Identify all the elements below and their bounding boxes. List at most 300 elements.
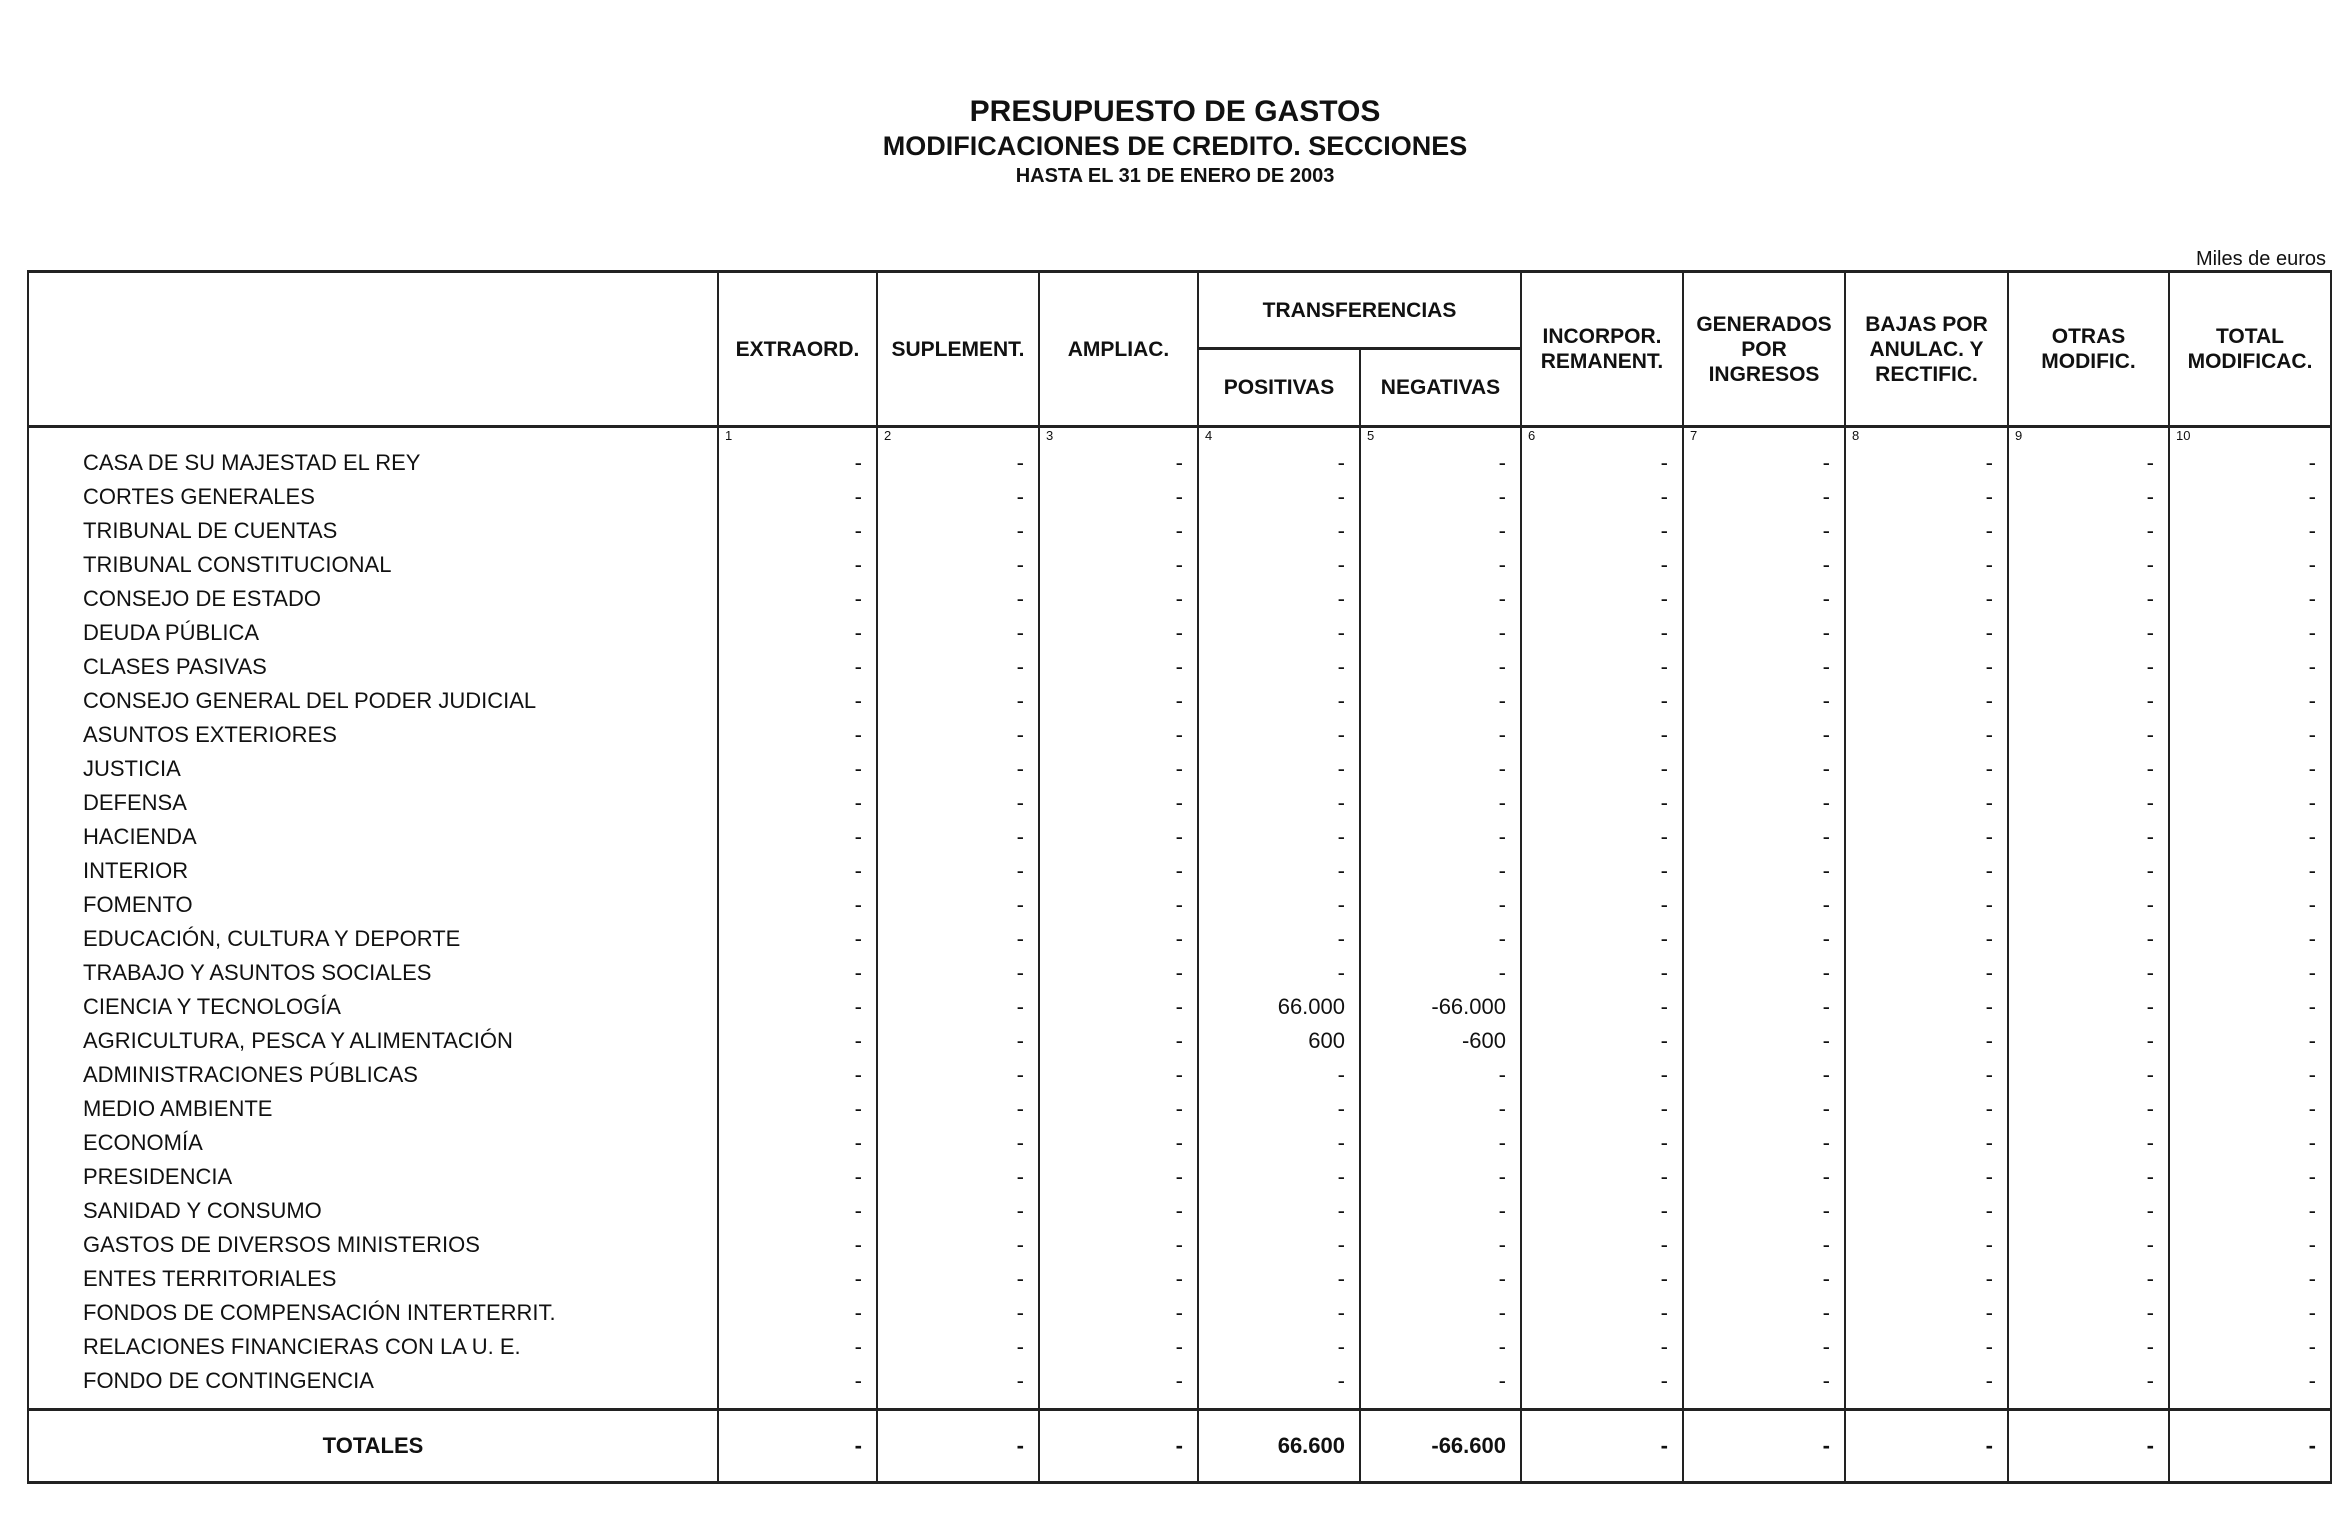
row-value: - (1198, 1194, 1360, 1228)
totals-label: TOTALES (28, 1410, 718, 1483)
row-value: - (1198, 1262, 1360, 1296)
row-value: - (877, 1092, 1039, 1126)
row-value: - (1845, 1160, 2008, 1194)
row-label: FOMENTO (28, 888, 718, 922)
row-value: - (1039, 718, 1198, 752)
row-value: - (2169, 1160, 2331, 1194)
row-value: - (1360, 1262, 1521, 1296)
row-value: - (1683, 1296, 1845, 1330)
totals-value: - (1845, 1410, 2008, 1483)
row-value: - (1360, 956, 1521, 990)
row-value: - (877, 1024, 1039, 1058)
row-value: - (1845, 1262, 2008, 1296)
row-value: - (1683, 1024, 1845, 1058)
row-value: - (2169, 1228, 2331, 1262)
row-value: - (1845, 1330, 2008, 1364)
row-value: - (1521, 1262, 1683, 1296)
header-blank (28, 272, 718, 427)
row-value: - (718, 1228, 877, 1262)
row-value: - (2008, 1058, 2169, 1092)
column-number: 2 (877, 427, 1039, 447)
row-value: - (1521, 582, 1683, 616)
row-label: ECONOMÍA (28, 1126, 718, 1160)
row-value: - (2169, 480, 2331, 514)
row-value: - (1845, 1228, 2008, 1262)
table-row (28, 446, 2331, 480)
col-header-positivas: POSITIVAS (1198, 349, 1360, 427)
totals-value: - (877, 1410, 1039, 1483)
row-value: - (2008, 514, 2169, 548)
column-number: 3 (1039, 427, 1198, 447)
row-label: TRABAJO Y ASUNTOS SOCIALES (28, 956, 718, 990)
row-value: - (1039, 480, 1198, 514)
row-value: - (1521, 1330, 1683, 1364)
row-value: - (2169, 514, 2331, 548)
row-value: - (1683, 820, 1845, 854)
table-row (28, 582, 2331, 616)
row-value: - (1683, 514, 1845, 548)
col-header-ampliac: AMPLIAC. (1039, 272, 1198, 427)
row-value: - (1360, 888, 1521, 922)
row-value: - (2169, 1194, 2331, 1228)
row-value: - (1683, 1228, 1845, 1262)
row-value: - (877, 854, 1039, 888)
row-value: - (1039, 752, 1198, 786)
table-row (28, 922, 2331, 956)
row-value: - (1039, 1262, 1198, 1296)
row-value: - (1039, 582, 1198, 616)
row-value: - (718, 548, 877, 582)
row-label: FONDO DE CONTINGENCIA (28, 1364, 718, 1410)
totals-value: -66.600 (1360, 1410, 1521, 1483)
row-value: -600 (1360, 1024, 1521, 1058)
row-value: - (1039, 1126, 1198, 1160)
row-value: - (1845, 1058, 2008, 1092)
row-label: GASTOS DE DIVERSOS MINISTERIOS (28, 1228, 718, 1262)
row-value: - (718, 922, 877, 956)
row-value: - (718, 1330, 877, 1364)
row-label: TRIBUNAL CONSTITUCIONAL (28, 548, 718, 582)
row-value: - (1683, 446, 1845, 480)
row-value: - (1845, 990, 2008, 1024)
table-row (28, 1126, 2331, 1160)
row-value: - (2008, 956, 2169, 990)
row-value: - (1039, 888, 1198, 922)
row-value: - (1845, 684, 2008, 718)
row-value: - (877, 1262, 1039, 1296)
table-row (28, 1330, 2331, 1364)
row-value: - (1521, 1160, 1683, 1194)
units-label: Miles de euros (2195, 248, 2326, 270)
row-value: - (1198, 854, 1360, 888)
row-value: - (2008, 480, 2169, 514)
row-value: - (1198, 820, 1360, 854)
col-header-suplement: SUPLEMENT. (877, 272, 1039, 427)
row-value: - (2169, 786, 2331, 820)
row-label: DEFENSA (28, 786, 718, 820)
row-value: - (1198, 752, 1360, 786)
row-value: - (718, 1364, 877, 1410)
row-value: - (718, 1194, 877, 1228)
row-label: MEDIO AMBIENTE (28, 1092, 718, 1126)
row-value: - (1845, 1194, 2008, 1228)
row-label: AGRICULTURA, PESCA Y ALIMENTACIÓN (28, 1024, 718, 1058)
row-value: - (877, 1160, 1039, 1194)
row-value: - (2169, 1024, 2331, 1058)
row-value: - (718, 718, 877, 752)
row-value: - (1845, 922, 2008, 956)
table-row (28, 820, 2331, 854)
column-number: 5 (1360, 427, 1521, 447)
row-value: - (718, 514, 877, 548)
row-value: -66.000 (1360, 990, 1521, 1024)
row-value: - (1521, 820, 1683, 854)
row-value: - (1039, 990, 1198, 1024)
col-header-otras: OTRAS MODIFIC. (2008, 272, 2169, 427)
row-value: - (2169, 1092, 2331, 1126)
row-value: - (2169, 1296, 2331, 1330)
row-value: - (1683, 752, 1845, 786)
row-value: - (877, 752, 1039, 786)
row-value: - (1360, 1364, 1521, 1410)
col-header-transferencias: TRANSFERENCIAS (1198, 272, 1521, 349)
row-value: - (1683, 718, 1845, 752)
row-value: - (1198, 1160, 1360, 1194)
table-row (28, 990, 2331, 1024)
row-value: - (1039, 1058, 1198, 1092)
row-value: - (1683, 786, 1845, 820)
row-value: - (1360, 548, 1521, 582)
row-value: - (1683, 650, 1845, 684)
row-value: - (1360, 718, 1521, 752)
row-value: - (877, 1296, 1039, 1330)
row-value: - (718, 480, 877, 514)
row-value: - (1039, 820, 1198, 854)
row-label: CLASES PASIVAS (28, 650, 718, 684)
row-value: - (1521, 1024, 1683, 1058)
row-value: - (1360, 514, 1521, 548)
row-value: - (2008, 1262, 2169, 1296)
row-label: ADMINISTRACIONES PÚBLICAS (28, 1058, 718, 1092)
row-value: - (2008, 820, 2169, 854)
row-value: - (1521, 684, 1683, 718)
row-value: - (2008, 922, 2169, 956)
row-value: - (1521, 752, 1683, 786)
row-value: - (877, 480, 1039, 514)
row-value: - (2008, 854, 2169, 888)
col-header-total: TOTAL MODIFICAC. (2169, 272, 2331, 427)
row-label: PRESIDENCIA (28, 1160, 718, 1194)
table-row (28, 1160, 2331, 1194)
row-value: - (718, 446, 877, 480)
row-value: - (718, 888, 877, 922)
table-row (28, 684, 2331, 718)
row-value: - (1039, 922, 1198, 956)
col-header-negativas: NEGATIVAS (1360, 349, 1521, 427)
totals-value: - (718, 1410, 877, 1483)
row-value: - (877, 548, 1039, 582)
table-row (28, 1058, 2331, 1092)
row-value: - (2008, 1194, 2169, 1228)
row-value: - (1845, 616, 2008, 650)
row-value: - (2169, 752, 2331, 786)
row-value: - (1845, 514, 2008, 548)
row-value: - (1845, 1364, 2008, 1410)
totals-value: - (2008, 1410, 2169, 1483)
row-value: - (1845, 752, 2008, 786)
row-value: - (1198, 684, 1360, 718)
row-value: - (1845, 854, 2008, 888)
column-number: 1 (718, 427, 877, 447)
row-value: - (877, 1228, 1039, 1262)
row-value: - (1683, 548, 1845, 582)
col-header-bajas: BAJAS POR ANULAC. Y RECTIFIC. (1845, 272, 2008, 427)
row-value: - (1521, 956, 1683, 990)
table-row (28, 650, 2331, 684)
row-value: - (1521, 1126, 1683, 1160)
row-value: - (877, 1126, 1039, 1160)
report-date: HASTA EL 31 DE ENERO DE 2003 (1015, 165, 1335, 187)
row-value: - (718, 854, 877, 888)
row-value: - (2169, 854, 2331, 888)
row-value: - (1198, 1058, 1360, 1092)
row-label: SANIDAD Y CONSUMO (28, 1194, 718, 1228)
row-value: - (1198, 446, 1360, 480)
column-number: 9 (2008, 427, 2169, 447)
col-header-extraord: EXTRAORD. (718, 272, 877, 427)
row-value: - (1039, 616, 1198, 650)
row-value: - (1198, 514, 1360, 548)
row-value: - (2169, 922, 2331, 956)
row-value: - (877, 786, 1039, 820)
row-value: - (1039, 1092, 1198, 1126)
row-value: - (1521, 1058, 1683, 1092)
row-value: - (718, 684, 877, 718)
row-value: - (2169, 616, 2331, 650)
row-value: - (1521, 548, 1683, 582)
row-value: - (1198, 650, 1360, 684)
row-value: - (1360, 1228, 1521, 1262)
row-value: - (1360, 1296, 1521, 1330)
row-value: - (1845, 480, 2008, 514)
row-value: - (2008, 582, 2169, 616)
row-value: - (2169, 1126, 2331, 1160)
row-value: - (2008, 1330, 2169, 1364)
row-value: - (1521, 786, 1683, 820)
row-value: - (877, 956, 1039, 990)
table-row (28, 1194, 2331, 1228)
row-value: - (2008, 684, 2169, 718)
row-value: - (1198, 786, 1360, 820)
row-value: - (1360, 786, 1521, 820)
row-value: - (877, 990, 1039, 1024)
row-value: - (1198, 888, 1360, 922)
row-label: ENTES TERRITORIALES (28, 1262, 718, 1296)
row-value: 600 (1198, 1024, 1360, 1058)
row-value: - (718, 956, 877, 990)
row-value: - (1683, 1160, 1845, 1194)
row-value: - (1683, 582, 1845, 616)
table-row (28, 786, 2331, 820)
row-label: INTERIOR (28, 854, 718, 888)
row-label: CONSEJO DE ESTADO (28, 582, 718, 616)
row-value: - (2169, 1262, 2331, 1296)
row-value: - (877, 820, 1039, 854)
row-value: - (1360, 752, 1521, 786)
row-value: - (2008, 446, 2169, 480)
row-value: - (1683, 1262, 1845, 1296)
row-value: - (1683, 1364, 1845, 1410)
table-row (28, 1296, 2331, 1330)
row-value: - (1360, 1160, 1521, 1194)
row-value: - (1683, 684, 1845, 718)
row-value: - (1845, 956, 2008, 990)
totals-value: - (1521, 1410, 1683, 1483)
table-row (28, 956, 2331, 990)
column-number: 7 (1683, 427, 1845, 447)
row-value: - (1683, 854, 1845, 888)
row-value: - (2169, 684, 2331, 718)
row-value: - (877, 684, 1039, 718)
row-label: CONSEJO GENERAL DEL PODER JUDICIAL (28, 684, 718, 718)
row-value: - (1198, 1330, 1360, 1364)
row-label: ASUNTOS EXTERIORES (28, 718, 718, 752)
row-value: - (718, 1058, 877, 1092)
row-value: - (1039, 684, 1198, 718)
modifications-table (27, 270, 2332, 1484)
row-value: - (1039, 786, 1198, 820)
row-value: - (2008, 1126, 2169, 1160)
row-value: - (1845, 548, 2008, 582)
row-value: - (2008, 1296, 2169, 1330)
row-value: - (718, 650, 877, 684)
row-value: 66.000 (1198, 990, 1360, 1024)
row-value: - (877, 1058, 1039, 1092)
table-row (28, 616, 2331, 650)
row-value: - (877, 616, 1039, 650)
row-value: - (1360, 854, 1521, 888)
row-value: - (1845, 1296, 2008, 1330)
row-value: - (1521, 1092, 1683, 1126)
row-value: - (2008, 1228, 2169, 1262)
row-value: - (1845, 1024, 2008, 1058)
row-value: - (2008, 616, 2169, 650)
row-value: - (2169, 1364, 2331, 1410)
row-value: - (1360, 1058, 1521, 1092)
table-row (28, 718, 2331, 752)
row-value: - (1198, 480, 1360, 514)
row-value: - (718, 786, 877, 820)
row-value: - (2008, 990, 2169, 1024)
row-value: - (1683, 956, 1845, 990)
row-value: - (1039, 650, 1198, 684)
row-label: JUSTICIA (28, 752, 718, 786)
row-value: - (2008, 718, 2169, 752)
row-value: - (718, 1262, 877, 1296)
row-value: - (877, 922, 1039, 956)
row-value: - (1683, 616, 1845, 650)
row-value: - (718, 1092, 877, 1126)
row-value: - (1039, 1228, 1198, 1262)
row-value: - (2169, 1058, 2331, 1092)
row-value: - (1039, 1024, 1198, 1058)
row-value: - (1360, 1330, 1521, 1364)
row-value: - (2169, 990, 2331, 1024)
row-value: - (2008, 1092, 2169, 1126)
row-value: - (2008, 1024, 2169, 1058)
row-value: - (1521, 922, 1683, 956)
row-value: - (877, 582, 1039, 616)
row-value: - (718, 616, 877, 650)
totals-value: - (2169, 1410, 2331, 1483)
row-value: - (1039, 446, 1198, 480)
row-value: - (1039, 1194, 1198, 1228)
row-value: - (1198, 718, 1360, 752)
row-value: - (1521, 854, 1683, 888)
row-value: - (2169, 718, 2331, 752)
totals-value: - (1039, 1410, 1198, 1483)
row-value: - (1845, 888, 2008, 922)
row-value: - (1521, 1194, 1683, 1228)
row-value: - (1683, 1126, 1845, 1160)
row-value: - (1039, 956, 1198, 990)
row-value: - (718, 582, 877, 616)
row-value: - (1360, 922, 1521, 956)
row-value: - (1845, 582, 2008, 616)
row-value: - (2169, 548, 2331, 582)
totals-value: - (1683, 1410, 1845, 1483)
row-value: - (1360, 820, 1521, 854)
row-value: - (1683, 1194, 1845, 1228)
row-value: - (1360, 446, 1521, 480)
row-value: - (1360, 1194, 1521, 1228)
table-row (28, 548, 2331, 582)
row-value: - (1360, 480, 1521, 514)
row-value: - (1039, 1160, 1198, 1194)
row-value: - (2169, 956, 2331, 990)
row-value: - (1198, 616, 1360, 650)
row-value: - (1198, 1092, 1360, 1126)
row-value: - (1360, 582, 1521, 616)
row-value: - (1039, 1330, 1198, 1364)
row-value: - (1845, 718, 2008, 752)
row-label: CASA DE SU MAJESTAD EL REY (28, 446, 718, 480)
row-value: - (1683, 480, 1845, 514)
table-row (28, 1228, 2331, 1262)
row-value: - (877, 650, 1039, 684)
row-value: - (1198, 922, 1360, 956)
row-value: - (718, 1024, 877, 1058)
column-number: 4 (1198, 427, 1360, 447)
row-value: - (1845, 446, 2008, 480)
row-value: - (1521, 514, 1683, 548)
row-value: - (2169, 820, 2331, 854)
row-label: RELACIONES FINANCIERAS CON LA U. E. (28, 1330, 718, 1364)
row-value: - (1845, 650, 2008, 684)
row-value: - (1521, 616, 1683, 650)
row-label: CORTES GENERALES (28, 480, 718, 514)
column-number-row (28, 427, 2331, 447)
row-value: - (2169, 888, 2331, 922)
row-value: - (1521, 650, 1683, 684)
row-value: - (877, 718, 1039, 752)
row-value: - (1521, 990, 1683, 1024)
row-value: - (877, 1330, 1039, 1364)
table-row (28, 1092, 2331, 1126)
row-value: - (2008, 1364, 2169, 1410)
column-number: 6 (1521, 427, 1683, 447)
row-value: - (877, 888, 1039, 922)
